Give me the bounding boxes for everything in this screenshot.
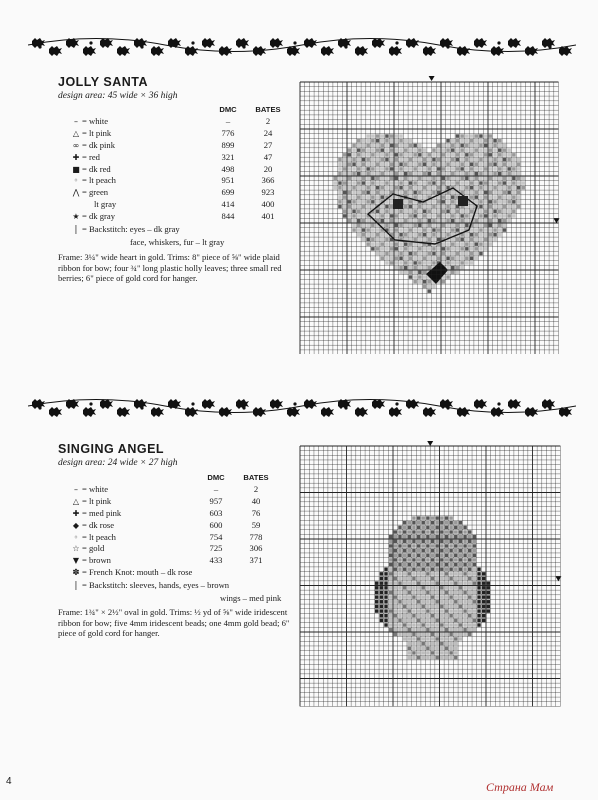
- design-area-label: design area: 24 wide × 27 high: [58, 458, 178, 468]
- stitch-symbol-icon: △: [72, 496, 80, 506]
- stitch-symbol-icon: ✚: [72, 508, 80, 518]
- key-row: [70, 520, 276, 532]
- holly-leaf-icon: [270, 38, 283, 48]
- bates-number: 778: [249, 531, 263, 542]
- bates-number: 923: [261, 187, 275, 198]
- stitch-symbol-icon: –: [74, 484, 78, 494]
- bates-number: 59: [251, 519, 261, 530]
- holly-leaf-icon: [49, 407, 62, 417]
- holly-leaf-icon: [372, 38, 385, 48]
- holly-leaf-icon: [355, 407, 368, 417]
- holly-leaf-icon: [100, 38, 113, 48]
- color-name: = lt pink: [82, 495, 112, 506]
- color-name: = med pink: [82, 507, 122, 518]
- frame-trims-notes: Frame: 3¼" wide heart in gold. Trims: 8" piece of ⅝" wide plaid ribbon for bow; four ¾" long plastic holly leaves; three small red berries; 6" piece of gold cord for hanger.: [58, 252, 282, 284]
- holly-leaf-icon: [525, 407, 538, 417]
- stitch-symbol-icon: ★: [72, 212, 80, 222]
- bates-number: 2: [265, 115, 271, 126]
- bates-number: 76: [251, 507, 261, 518]
- key-row: [70, 175, 288, 187]
- holly-leaf-icon: [474, 38, 487, 48]
- color-name: = red: [82, 151, 100, 162]
- holly-berry-icon: [395, 402, 398, 405]
- holly-berry-icon: [293, 41, 296, 44]
- key-row: [70, 532, 276, 544]
- holly-leaf-icon: [185, 46, 198, 56]
- holly-leaf-icon: [474, 399, 487, 409]
- color-key-table: [70, 472, 276, 567]
- holly-leaf-icon: [253, 407, 266, 417]
- color-name: = dk rose: [82, 519, 115, 530]
- holly-berry-icon: [344, 45, 347, 48]
- watermark-logo: Страна Мам: [486, 780, 554, 794]
- holly-berry-icon: [140, 45, 143, 48]
- holly-leaf-icon: [457, 407, 470, 417]
- bates-number: 401: [261, 211, 275, 222]
- holly-leaf-icon: [389, 46, 402, 56]
- dmc-header: DMC: [207, 473, 225, 482]
- holly-leaf-icon: [253, 46, 266, 56]
- holly-berry-icon: [395, 41, 398, 44]
- holly-leaf-icon: [270, 399, 283, 409]
- holly-leaf-icon: [287, 46, 300, 56]
- dmc-number: 498: [221, 163, 235, 174]
- color-name: lt gray: [94, 199, 117, 210]
- dmc-number: 951: [221, 175, 235, 186]
- color-key-table: [70, 104, 288, 223]
- dmc-number: 699: [221, 187, 235, 198]
- stitch-symbol-icon: ✚: [72, 152, 80, 162]
- holly-leaf-icon: [389, 407, 402, 417]
- key-row: [70, 211, 288, 223]
- bates-header: BATES: [255, 105, 281, 114]
- dmc-number: –: [213, 483, 219, 494]
- holly-berry-icon: [191, 41, 194, 44]
- dmc-number: 603: [209, 507, 223, 518]
- bates-number: 47: [263, 151, 273, 162]
- stitch-symbol-icon: –: [74, 116, 78, 126]
- holly-berry-icon: [38, 406, 41, 409]
- holly-berry-icon: [140, 406, 143, 409]
- color-name: = lt peach: [82, 175, 116, 186]
- bates-number: 371: [249, 555, 263, 566]
- cross-stitch-chart-singing-angel: [298, 440, 570, 714]
- holly-leaf-icon: [423, 407, 436, 417]
- design-area-label: design area: 45 wide × 36 high: [58, 91, 178, 101]
- holly-berry-icon: [242, 406, 245, 409]
- holly-leaf-icon: [168, 38, 181, 48]
- key-row: [70, 128, 288, 140]
- key-header-row: [70, 472, 276, 484]
- backstitch-text: = Backstitch: eyes – dk gray: [82, 224, 180, 234]
- holly-berry-icon: [446, 45, 449, 48]
- stitch-symbol-icon: ▼: [72, 556, 80, 566]
- stitch-symbol-icon: [70, 199, 82, 211]
- holly-leaf-icon: [151, 46, 164, 56]
- stitch-symbol-icon: ■: [72, 164, 80, 174]
- dmc-number: –: [225, 115, 231, 126]
- center-marker-icon: [429, 76, 435, 81]
- holly-berry-icon: [89, 402, 92, 405]
- key-row: [70, 152, 288, 164]
- color-name: = lt pink: [82, 127, 112, 138]
- key-header-row: [70, 104, 288, 116]
- color-name: = gold: [82, 543, 105, 554]
- dmc-number: 414: [221, 199, 235, 210]
- holly-leaf-icon: [49, 46, 62, 56]
- color-name: = white: [82, 483, 109, 494]
- french-knot-symbol-icon: ✽: [72, 568, 80, 578]
- holly-leaf-icon: [100, 399, 113, 409]
- dmc-number: 899: [221, 139, 235, 150]
- holly-berry-icon: [344, 406, 347, 409]
- bates-header: BATES: [243, 473, 269, 482]
- color-name: = dk pink: [82, 139, 116, 150]
- holly-leaf-icon: [117, 407, 130, 417]
- holly-border-top: [28, 34, 576, 56]
- center-marker-icon: [427, 441, 433, 446]
- holly-berry-icon: [293, 402, 296, 405]
- holly-leaf-icon: [423, 46, 436, 56]
- french-knot-key: [70, 567, 192, 580]
- dmc-number: 725: [209, 543, 223, 554]
- key-row: [70, 496, 276, 508]
- holly-leaf-icon: [457, 46, 470, 56]
- dmc-number: 321: [221, 151, 235, 162]
- holly-leaf-icon: [202, 399, 215, 409]
- key-row: [70, 116, 288, 128]
- holly-leaf-icon: [372, 399, 385, 409]
- holly-leaf-icon: [559, 46, 572, 56]
- holly-border-middle: [28, 395, 576, 417]
- dmc-number: 754: [209, 531, 223, 542]
- key-row: [70, 164, 288, 176]
- stitch-symbol-icon: ◆: [72, 520, 80, 530]
- color-name: = dk gray: [82, 211, 116, 222]
- holly-leaf-icon: [559, 407, 572, 417]
- key-row: [70, 484, 276, 496]
- color-name: = lt peach: [82, 531, 116, 542]
- holly-berry-icon: [548, 406, 551, 409]
- holly-leaf-icon: [355, 46, 368, 56]
- holly-berry-icon: [548, 45, 551, 48]
- holly-leaf-icon: [508, 399, 521, 409]
- holly-leaf-icon: [321, 46, 334, 56]
- bates-number: 2: [253, 483, 259, 494]
- bates-number: 40: [251, 495, 261, 506]
- cross-stitch-chart-jolly-santa: [298, 74, 560, 354]
- holly-berry-icon: [497, 41, 500, 44]
- color-name: = dk red: [82, 163, 111, 174]
- key-row: [70, 555, 276, 567]
- holly-leaf-icon: [525, 46, 538, 56]
- holly-berry-icon: [497, 402, 500, 405]
- bates-number: 27: [263, 139, 273, 150]
- bates-number: 306: [249, 543, 263, 554]
- backstitch-text: = Backstitch: sleeves, hands, eyes – brown: [82, 580, 230, 590]
- dmc-number: 433: [209, 555, 223, 566]
- holly-berry-icon: [242, 45, 245, 48]
- backstitch-symbol-icon: |: [74, 225, 78, 235]
- backstitch-key: [70, 580, 281, 604]
- holly-leaf-icon: [83, 46, 96, 56]
- holly-leaf-icon: [117, 46, 130, 56]
- backstitch-text-continued: wings – med pink: [220, 592, 282, 603]
- stitch-symbol-icon: ◦: [73, 532, 79, 542]
- holly-leaf-icon: [508, 38, 521, 48]
- holly-berry-icon: [446, 406, 449, 409]
- key-row: [70, 140, 288, 152]
- holly-leaf-icon: [83, 407, 96, 417]
- backstitch-key: [70, 224, 224, 248]
- holly-leaf-icon: [185, 407, 198, 417]
- bates-number: 400: [261, 199, 275, 210]
- page-number: 4: [6, 776, 12, 787]
- bates-number: 24: [263, 127, 273, 138]
- key-row: [70, 508, 276, 520]
- holly-berry-icon: [191, 402, 194, 405]
- dmc-number: 776: [221, 127, 235, 138]
- french-knot-text: = French Knot: mouth – dk rose: [82, 567, 193, 577]
- holly-berry-icon: [38, 45, 41, 48]
- key-row: [70, 543, 276, 555]
- stitch-symbol-icon: ∞: [72, 140, 80, 150]
- holly-leaf-icon: [151, 407, 164, 417]
- holly-leaf-icon: [202, 38, 215, 48]
- holly-leaf-icon: [287, 407, 300, 417]
- frame-trims-notes: Frame: 1¾" × 2½" oval in gold. Trims: ½ yd of ⅝" wide iridescent ribbon for bow; five 4mm iridescent beads; one 4mm gold bead; 6" piece of gold cord for hanger.: [58, 607, 290, 639]
- dmc-number: 600: [209, 519, 223, 530]
- stitch-symbol-icon: ◦: [73, 176, 79, 186]
- stitch-symbol-icon: ☆: [72, 544, 80, 554]
- dmc-header: DMC: [219, 105, 237, 114]
- bates-number: 366: [261, 175, 275, 186]
- dmc-number: 844: [221, 211, 235, 222]
- holly-leaf-icon: [406, 38, 419, 48]
- key-row: [70, 199, 288, 211]
- holly-leaf-icon: [406, 399, 419, 409]
- color-name: = green: [82, 187, 109, 198]
- key-row: [70, 187, 288, 199]
- holly-leaf-icon: [321, 407, 334, 417]
- holly-leaf-icon: [168, 399, 181, 409]
- stitch-symbol-icon: ⋀: [72, 188, 80, 198]
- color-name: = brown: [82, 555, 111, 566]
- stitch-symbol-icon: △: [72, 128, 80, 138]
- bates-number: 20: [263, 163, 273, 174]
- backstitch-symbol-icon: |: [74, 581, 78, 591]
- dmc-number: 957: [209, 495, 223, 506]
- pattern-title: JOLLY SANTA: [58, 75, 149, 89]
- holly-berry-icon: [89, 41, 92, 44]
- color-name: = white: [82, 115, 109, 126]
- pattern-title: SINGING ANGEL: [58, 442, 165, 456]
- backstitch-text-continued: face, whiskers, fur – lt gray: [130, 236, 225, 247]
